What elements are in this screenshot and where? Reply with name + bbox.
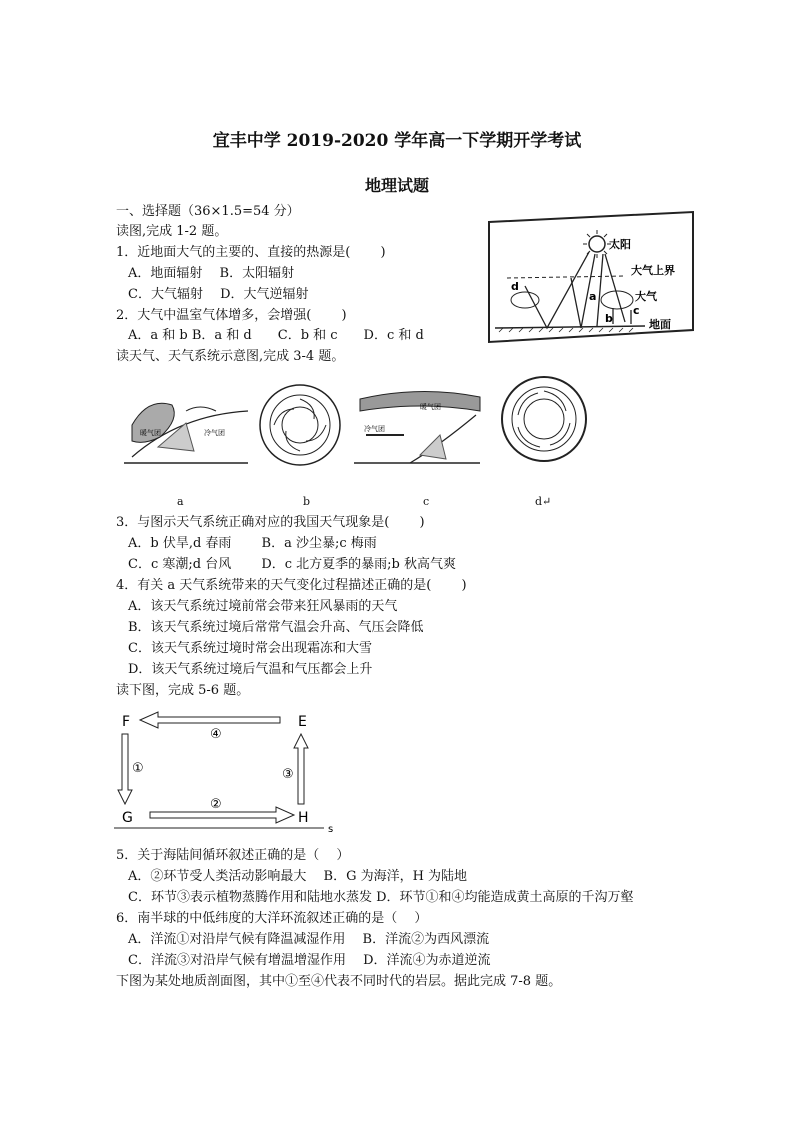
upper-atmosphere-label: 大气上界 [631, 264, 675, 277]
caption-a: a [177, 495, 184, 508]
cold-air-label: 冷气团 [204, 429, 225, 437]
subject-title: 地理试题 [364, 176, 429, 195]
q1-stem: 1．近地面大气的主要的、直接的热源是( ) [116, 245, 386, 260]
warm-air-label: 暖气团 [140, 429, 161, 437]
label-3: ③ [282, 767, 294, 782]
q5-options-cd: C．环节③表示植物蒸腾作用和陆地水蒸发 D．环节①和④均能造成黄土高原的千沟万壑 [128, 890, 634, 905]
cold-front-diagram [124, 403, 248, 463]
intro-q1-2: 读图,完成 1-2 题。 [116, 224, 228, 239]
cold-air-label-2: 冷气团 [364, 425, 385, 433]
sun-label: 太阳 [609, 238, 631, 251]
caption-c: c [423, 495, 430, 508]
warm-air-label-2: 暖气团 [420, 403, 441, 411]
exam-title: 宜丰中学 2019-2020 学年高一下学期开学考试 [212, 131, 582, 151]
label-g: G [122, 810, 133, 826]
q1-options-cd: C．大气辐射 D．大气逆辐射 [128, 287, 309, 302]
label-1: ① [132, 761, 144, 776]
label-b: b [605, 312, 613, 325]
label-4: ④ [210, 727, 222, 742]
label-e: E [298, 714, 307, 730]
intro-q3-4: 读天气、天气系统示意图,完成 3-4 题。 [116, 349, 345, 364]
q4-stem: 4．有关 a 天气系统带来的天气变化过程描述正确的是( ) [116, 578, 467, 593]
q4-option-a: A．该天气系统过境前常会带来狂风暴雨的天气 [128, 599, 398, 614]
label-d: d [511, 280, 519, 293]
q1-options-ab: A．地面辐射 B．太阳辐射 [128, 266, 295, 281]
q3-stem: 3．与图示天气系统正确对应的我国天气现象是( ) [116, 515, 425, 530]
q3-options-cd: C．c 寒潮;d 台风 D．c 北方夏季的暴雨;b 秋高气爽 [128, 557, 456, 572]
ground-label: 地面 [649, 318, 671, 331]
label-f: F [122, 714, 131, 730]
q4-option-b: B．该天气系统过境后常常气温会升高、气压会降低 [128, 620, 424, 635]
caption-d: d↵ [535, 495, 552, 508]
q4-option-d: D．该天气系统过境后气温和气压都会上升 [128, 662, 373, 677]
typhoon-diagram [502, 377, 586, 461]
q6-stem: 6．南半球的中低纬度的大洋环流叙述正确的是（ ） [116, 911, 428, 926]
q5-stem: 5．关于海陆间循环叙述正确的是（ ） [116, 848, 350, 863]
label-2: ② [210, 797, 222, 812]
q2-options: A．a 和 b B．a 和 d C．b 和 c D．c 和 d [128, 328, 424, 343]
intro-q7-8: 下图为某处地质剖面图，其中①至④代表不同时代的岩层。据此完成 7-8 题。 [116, 974, 562, 989]
atmosphere-heating-figure [485, 208, 697, 348]
warm-front-diagram [354, 391, 480, 463]
label-h: H [298, 810, 309, 826]
label-a: a [589, 290, 597, 303]
circulation-figure [110, 708, 350, 838]
label-s: s [328, 824, 334, 835]
intro-q5-6: 读下图，完成 5-6 题。 [116, 683, 250, 698]
atmosphere-label: 大气 [635, 290, 657, 303]
q2-stem: 2．大气中温室气体增多，会增强( ) [116, 308, 347, 323]
section-heading: 一、选择题（36×1.5=54 分） [116, 204, 300, 219]
q4-option-c: C．该天气系统过境时常会出现霜冻和大雪 [128, 641, 372, 656]
q3-options-ab: A．b 伏旱,d 春雨 B．a 沙尘暴;c 梅雨 [128, 536, 377, 551]
q5-options-ab: A．②环节受人类活动影响最大 B．G 为海洋，H 为陆地 [128, 869, 468, 884]
label-c: c [633, 304, 640, 317]
q6-options-cd: C．洋流③对沿岸气候有增温增湿作用 D．洋流④为赤道逆流 [128, 953, 491, 968]
cyclone-diagram [260, 385, 340, 465]
caption-b: b [303, 495, 311, 508]
weather-systems-figure [120, 375, 590, 470]
q6-options-ab: A．洋流①对沿岸气候有降温减湿作用 B．洋流②为西风漂流 [128, 932, 490, 947]
